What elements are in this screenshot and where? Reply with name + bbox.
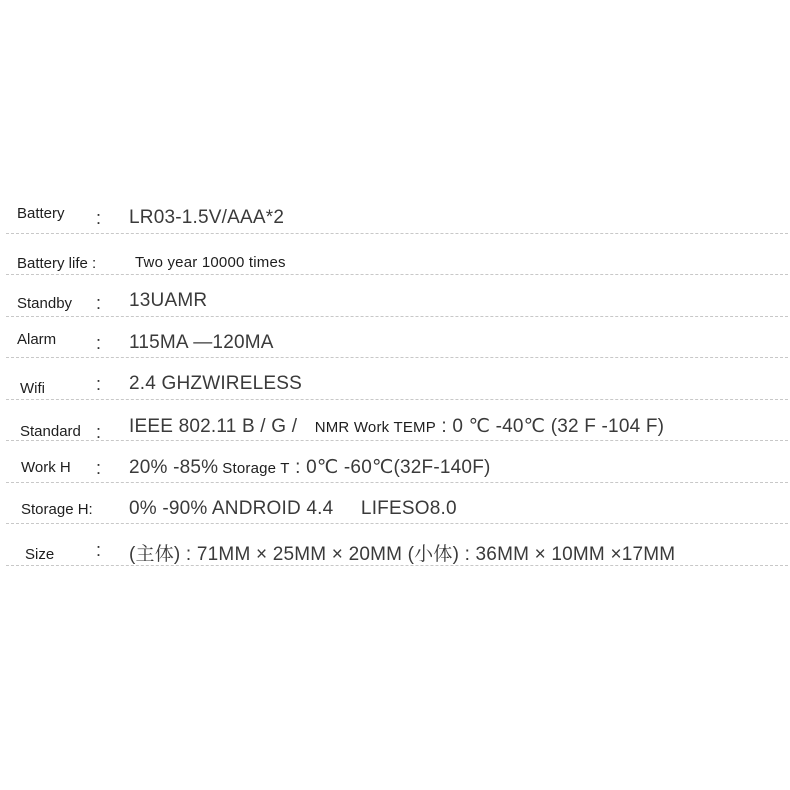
spec-value-wifi: 2.4 GHZWIRELESS	[129, 373, 302, 394]
spec-row-standby	[6, 275, 788, 317]
spec-colon: :	[96, 458, 102, 478]
spec-value-standard-small: NMR Work TEMP	[314, 418, 436, 436]
spec-value-work-h-small: Storage T	[222, 460, 290, 477]
spec-value-standard-b: : 0 ℃ -40℃ (32 F -104 F)	[441, 415, 665, 437]
spec-value-storage-h	[129, 498, 457, 520]
spec-label-wifi: Wifi	[20, 380, 45, 397]
spec-value-work-h	[129, 456, 491, 479]
spec-value-storage-h-a: 0% -90% ANDROID 4.4	[129, 497, 334, 519]
spec-label-battery: Battery	[17, 205, 65, 222]
spec-label-standby: Standby	[17, 295, 73, 312]
spec-colon: :	[96, 374, 102, 394]
spec-row-standard	[6, 400, 788, 442]
spec-label-alarm: Alarm	[17, 330, 57, 348]
spec-value-standard-a: IEEE 802.11 B / G /	[129, 415, 298, 437]
spec-value-battery: LR03-1.5V/AAA*2	[129, 207, 285, 228]
spec-row-wifi	[6, 358, 788, 400]
spec-row-battery-life	[6, 234, 788, 276]
spec-value-size: (主体) : 71MM × 25MM × 20MM (小体) : 36MM × 10MM ×17MM	[129, 544, 676, 565]
spec-label-size: Size	[25, 546, 55, 563]
spec-value-standby: 13UAMR	[129, 290, 208, 311]
spec-colon: :	[96, 332, 102, 353]
spec-colon: :	[96, 293, 102, 313]
spec-colon: :	[96, 540, 102, 560]
spec-value-alarm: 115MA —120MA	[129, 331, 274, 353]
spec-label-work-h: Work H	[21, 459, 71, 476]
spec-colon: :	[96, 208, 102, 228]
spec-row-alarm	[6, 317, 788, 359]
spec-table	[6, 192, 788, 566]
spec-value-storage-h-b: LIFESO8.0	[360, 497, 457, 519]
spec-row-storage-h	[6, 483, 788, 525]
spec-row-battery	[6, 192, 788, 234]
spec-value-work-h-a: 20% -85%	[129, 457, 219, 478]
spec-row-size	[6, 524, 788, 566]
spec-colon: :	[96, 421, 102, 442]
spec-value-work-h-b: : 0℃ -60℃(32F-140F)	[295, 457, 491, 478]
spec-label-storage-h: Storage H:	[21, 500, 93, 518]
spec-label-standard: Standard	[20, 422, 81, 440]
spec-label-battery-life: Battery life :	[17, 254, 97, 272]
spec-row-work-h	[6, 441, 788, 483]
spec-value-battery-life: Two year 10000 times	[135, 253, 286, 271]
spec-value-standard	[129, 415, 664, 438]
